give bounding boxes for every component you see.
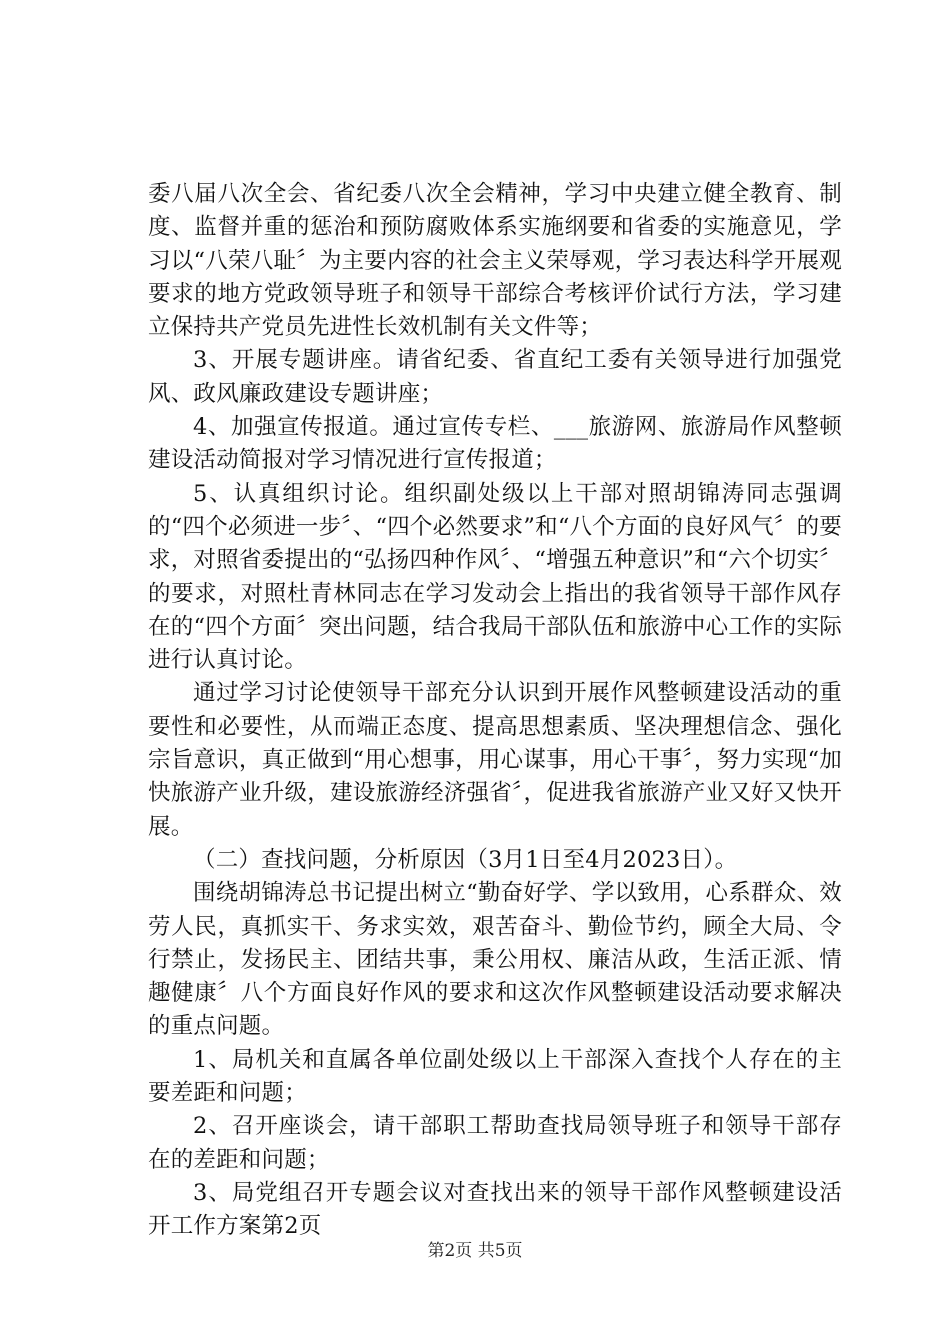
paragraph-item-3-meeting: 3、局党组召开专题会议对查找出来的领导干部作风整顿建设活开工作方案第2页 xyxy=(148,1179,842,1240)
page-number: 第2页 共5页 xyxy=(427,1241,523,1261)
paragraph-item-1-self-check: 1、局机关和直属各单位副处级以上干部深入查找个人存在的主要差距和问题； xyxy=(148,1046,842,1107)
paragraph-study-goal: 通过学习讨论使领导干部充分认识到开展作风整顿建设活动的重要性和必要性，从而端正态度、提高思想素质、坚决理想信念、强化宗旨意识，真正做到“用心想事，用心谋事，用心干事〞，努力实现“加快旅游产业升级，建设旅游经济强省〞，促进我省旅游产业又好又快开展。 xyxy=(148,680,842,840)
paragraph-item-3-lecture: 3、开展专题讲座。请省纪委、省直纪工委有关领导进行加强党风、政风廉政建设专题讲座； xyxy=(148,347,842,407)
paragraph-eight-aspects: 围绕胡锦涛总书记提出树立“勤奋好学、学以致用，心系群众、效劳人民，真抓实干、务求实效，艰苦奋斗、勤俭节约，顾全大局、令行禁止，发扬民主、团结共事，秉公用权、廉洁从政，生活正派、情趣健康〞八个方面良好作风的要求和这次作风整顿建设活动要求解决的重点问题。 xyxy=(148,880,842,1040)
document-body xyxy=(148,178,842,1244)
paragraph-item-4-publicity: 4、加强宣传报道。通过宣传专栏、___旅游网、旅游局作风整顿建设活动简报对学习情况进行宣传报道； xyxy=(148,414,842,474)
paragraph-item-2-symposium: 2、召开座谈会，请干部职工帮助查找局领导班子和领导干部存在的差距和问题； xyxy=(148,1113,842,1173)
section-heading-find-problems: （二）查找问题，分析原因（3月1日至4月2023日）。 xyxy=(193,846,738,873)
paragraph-study-content: 委八届八次全会、省纪委八次全会精神，学习中央建立健全教育、制度、监督并重的惩治和预防腐败体系实施纲要和省委的实施意见，学习以“八荣八耻〞为主要内容的社会主义荣辱观，学习表达科学开展观要求的地方党政领导班子和领导干部综合考核评价试行方法，学习建立保持共产党员先进性长效机制有关文件等； xyxy=(148,181,842,341)
paragraph-item-5-discussion: 5、认真组织讨论。组织副处级以上干部对照胡锦涛同志强调的“四个必须进一步〞、“四个必然要求”和“八个方面的良好风气〞的要求，对照省委提出的“弘扬四种作风〞、“增强五种意识”和“六个切实〞的要求，对照杜青林同志在学习发动会上指出的我省领导干部作风存在的“四个方面〞突出问题，结合我局干部队伍和旅游中心工作的实际进行认真讨论。 xyxy=(148,480,842,674)
page-footer xyxy=(0,1241,950,1261)
